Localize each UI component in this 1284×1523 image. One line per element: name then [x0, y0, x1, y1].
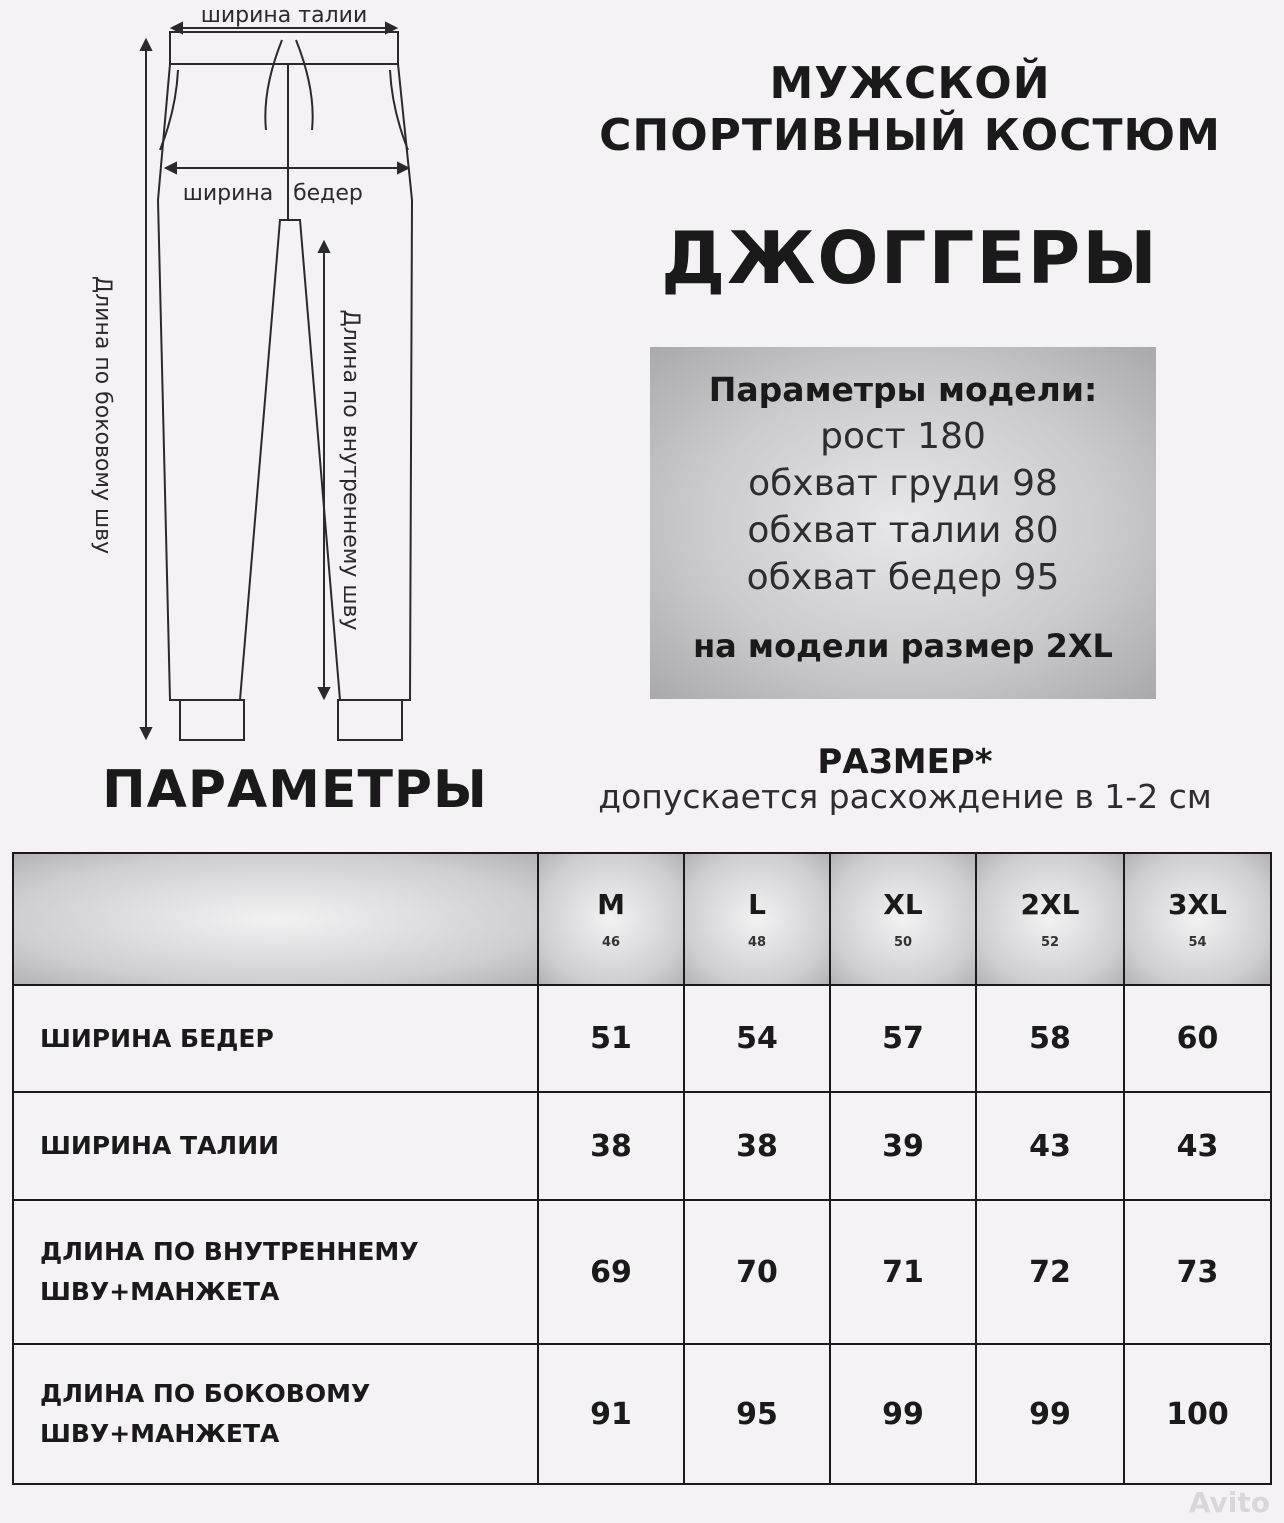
size-column-3xl [1124, 853, 1271, 985]
table-row-side-seam-length [13, 1344, 1271, 1484]
size-ru: 48 [747, 935, 767, 950]
table-cell: 100 [1124, 1344, 1271, 1484]
table-cell: 57 [830, 985, 976, 1092]
table-cell: 54 [684, 985, 830, 1092]
size-header-row [13, 853, 1271, 985]
size-column-l [684, 853, 830, 985]
size-ru: 52 [1040, 935, 1060, 950]
waistband-shape [170, 32, 398, 64]
table-cell: 70 [684, 1200, 830, 1344]
size-tolerance-note: допускается расхождение в 1-2 см [598, 777, 1212, 816]
hip-label-left: ширина [182, 181, 274, 206]
size-label: M [597, 888, 625, 921]
row-label-line-1: ДЛИНА ПО ВНУТРЕННЕМУ [40, 1237, 419, 1266]
table-cell: 60 [1124, 985, 1271, 1092]
size-ru: 46 [601, 935, 621, 950]
waist-label: ширина талии [200, 3, 368, 28]
table-cell: 38 [684, 1092, 830, 1200]
model-chest: обхват груди 98 [748, 463, 1058, 504]
row-label [13, 1344, 538, 1484]
params-heading: ПАРАМЕТРЫ [102, 760, 488, 820]
avito-watermark: Avito [1188, 1486, 1270, 1519]
row-label-line-1: ДЛИНА ПО БОКОВОМУ [40, 1379, 371, 1408]
product-category-title [560, 58, 1260, 162]
model-hips: обхват бедер 95 [746, 557, 1060, 598]
table-row-waist-width [13, 1092, 1271, 1200]
table-cell: 43 [976, 1092, 1124, 1200]
model-params-title: Параметры модели: [708, 370, 1098, 409]
row-label-line-1: ШИРИНА БЕДЕР [40, 1023, 274, 1053]
table-cell: 73 [1124, 1200, 1271, 1344]
table-cell: 72 [976, 1200, 1124, 1344]
table-cell: 91 [538, 1344, 684, 1484]
product-name: ДЖОГГЕРЫ [661, 216, 1159, 300]
header-empty-cell [13, 853, 538, 985]
size-ru: 50 [893, 935, 913, 950]
model-height: рост 180 [820, 416, 986, 457]
model-size: на модели размер 2XL [693, 627, 1113, 665]
pants-illustration [0, 0, 560, 760]
left-cuff [180, 700, 244, 740]
row-label-line-2: ШВУ+МАНЖЕТА [40, 1277, 280, 1306]
table-cell: 99 [976, 1344, 1124, 1484]
pants-diagram [0, 0, 560, 760]
size-table [12, 852, 1272, 1485]
side-seam-label: Длина по боковому шву [90, 275, 115, 555]
row-label [13, 1092, 538, 1200]
size-ru: 54 [1188, 935, 1207, 950]
right-cuff [338, 700, 402, 740]
inseam-label: Длина по внутреннему шву [338, 309, 363, 631]
size-column-m [538, 853, 684, 985]
table-cell: 51 [538, 985, 684, 1092]
table-cell: 69 [538, 1200, 684, 1344]
table-cell: 43 [1124, 1092, 1271, 1200]
size-label: 3XL [1168, 888, 1227, 921]
size-label: 2XL [1020, 888, 1080, 921]
table-cell: 99 [830, 1344, 976, 1484]
table-cell: 38 [538, 1092, 684, 1200]
table-cell: 39 [830, 1092, 976, 1200]
pants-outline [158, 64, 412, 700]
table-row-inseam-length [13, 1200, 1271, 1344]
table-cell: 95 [684, 1344, 830, 1484]
title-line-2: СПОРТИВНЫЙ КОСТЮМ [599, 110, 1221, 161]
size-column-2xl [976, 853, 1124, 985]
table-row-hip-width [13, 985, 1271, 1092]
table-cell: 71 [830, 1200, 976, 1344]
row-label-line-2: ШВУ+МАНЖЕТА [40, 1419, 280, 1448]
row-label-line-1: ШИРИНА ТАЛИИ [40, 1131, 280, 1160]
model-parameters-box [650, 347, 1156, 699]
title-line-1: МУЖСКОЙ [769, 58, 1051, 109]
row-label [13, 1200, 538, 1344]
hip-label-right: бедер [293, 181, 363, 206]
model-waist: обхват талии 80 [747, 510, 1059, 551]
size-label: XL [883, 888, 923, 921]
row-label [13, 985, 538, 1092]
size-heading: РАЗМЕР* [817, 742, 993, 782]
table-cell: 58 [976, 985, 1124, 1092]
size-label: L [748, 888, 766, 921]
size-column-xl [830, 853, 976, 985]
